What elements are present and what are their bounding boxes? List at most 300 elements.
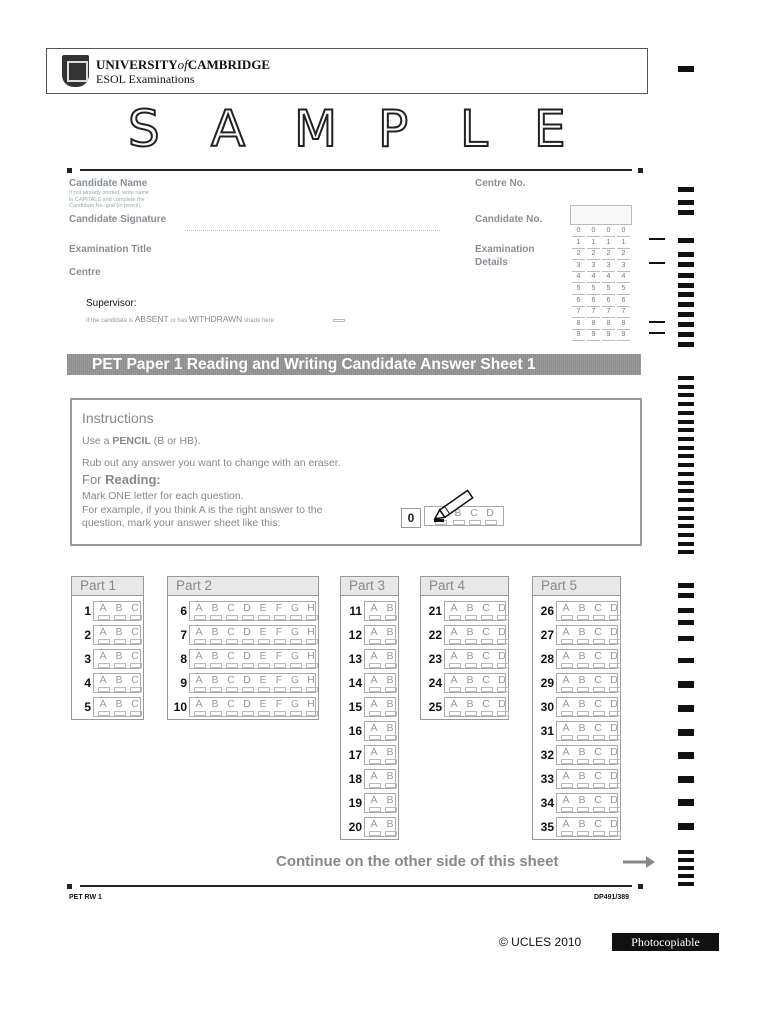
answer-option-lozenge[interactable]: C <box>227 602 235 614</box>
timing-mark <box>678 729 694 736</box>
question-number: 28 <box>540 652 554 666</box>
question-number: 29 <box>540 676 554 690</box>
timing-mark <box>678 463 694 467</box>
answer-option-lozenge[interactable]: H <box>307 602 315 614</box>
answer-option-lozenge[interactable]: C <box>227 674 235 686</box>
timing-mark <box>678 524 694 528</box>
answer-option-lozenge[interactable]: C <box>131 674 139 686</box>
digit-lozenge[interactable]: 1 <box>602 239 615 249</box>
timing-mark <box>678 187 694 192</box>
answer-option-lozenge[interactable]: D <box>498 602 506 614</box>
timing-mark <box>678 550 694 554</box>
examination-details-label: Examination <box>475 244 535 255</box>
question-number: 35 <box>540 820 554 834</box>
answer-row <box>340 815 399 839</box>
answer-option-lozenge[interactable]: F <box>275 698 283 710</box>
part-heading: Part 1 <box>71 576 144 596</box>
answer-option-lozenge[interactable]: B <box>386 674 394 686</box>
answer-option-lozenge[interactable]: B <box>466 626 474 638</box>
part-heading: Part 2 <box>167 576 319 596</box>
digit-lozenge[interactable]: 9 <box>617 331 630 341</box>
answer-option-lozenge[interactable]: C <box>131 650 139 662</box>
timing-mark <box>678 342 694 347</box>
answer-option-lozenge[interactable]: E <box>259 650 267 662</box>
answer-row <box>340 767 399 791</box>
candidate-no-label: Candidate No. <box>475 214 543 225</box>
answer-option-lozenge[interactable]: B <box>115 674 123 686</box>
answer-option-lozenge[interactable]: A <box>195 698 203 710</box>
sample-letter: A <box>211 100 246 158</box>
timing-mark <box>678 332 694 337</box>
answer-row <box>340 599 399 623</box>
timing-mark <box>678 66 694 72</box>
digit-lozenge[interactable]: 5 <box>587 285 600 295</box>
digit-lozenge[interactable]: 0 <box>572 227 585 237</box>
answer-row <box>532 647 621 671</box>
alignment-dash <box>649 332 665 334</box>
answer-row <box>340 695 399 719</box>
answer-option-lozenge[interactable]: F <box>275 674 283 686</box>
answer-option-lozenge[interactable]: E <box>259 626 267 638</box>
answer-option-lozenge[interactable]: D <box>610 818 618 830</box>
question-number: 12 <box>348 628 362 642</box>
timing-mark <box>678 489 694 493</box>
candidate-no-digit-grid[interactable] <box>570 227 632 345</box>
answer-option-lozenge[interactable]: B <box>386 650 394 662</box>
answer-option-lozenge[interactable]: B <box>211 650 219 662</box>
answer-option-lozenge[interactable]: H <box>307 650 315 662</box>
answer-option-lozenge[interactable]: H <box>307 626 315 638</box>
example-instruction-2: question, mark your answer sheet like this: <box>82 517 281 529</box>
answer-option-lozenge[interactable]: C <box>482 626 490 638</box>
answer-option-lozenge[interactable]: C <box>594 674 602 686</box>
digit-lozenge[interactable]: 2 <box>617 250 630 260</box>
answer-options <box>444 649 506 669</box>
answer-option-lozenge[interactable]: C <box>594 794 602 806</box>
answer-option-lozenge[interactable]: B <box>386 770 394 782</box>
copyright: © UCLES 2010 <box>499 935 582 949</box>
sample-letter: S <box>128 100 160 158</box>
mark-one-instruction: Mark ONE letter for each question. <box>82 490 244 502</box>
answer-option-lozenge[interactable]: A <box>450 650 458 662</box>
answer-option-lozenge[interactable]: A <box>99 674 107 686</box>
timing-mark <box>678 705 694 712</box>
answer-options <box>189 649 316 669</box>
supervisor-shade-box[interactable] <box>333 319 345 322</box>
instructions-heading: Instructions <box>82 410 154 426</box>
digit-lozenge[interactable]: 5 <box>617 285 630 295</box>
digit-lozenge[interactable]: 4 <box>617 273 630 283</box>
answer-option-lozenge[interactable]: D <box>243 626 251 638</box>
supervisor-label: Supervisor: <box>86 298 137 309</box>
answer-row <box>71 599 144 623</box>
answer-option-lozenge[interactable]: D <box>610 794 618 806</box>
answer-options <box>93 649 141 669</box>
answer-option-lozenge[interactable]: A <box>370 698 378 710</box>
timing-mark <box>678 200 694 205</box>
timing-mark <box>678 752 694 759</box>
answer-options <box>556 649 618 669</box>
answer-option-lozenge[interactable]: B <box>115 626 123 638</box>
answer-option-lozenge[interactable]: B <box>466 698 474 710</box>
answer-option-lozenge[interactable]: C <box>227 698 235 710</box>
answer-option-lozenge[interactable]: G <box>290 650 300 662</box>
answer-option-lozenge[interactable]: A <box>450 698 458 710</box>
answer-option-lozenge[interactable]: A <box>370 650 378 662</box>
timing-mark <box>678 866 694 870</box>
question-number: 18 <box>348 772 362 786</box>
answer-option-lozenge[interactable]: D <box>610 626 618 638</box>
answer-option-lozenge[interactable]: C <box>131 698 139 710</box>
for-reading-heading: For Reading: <box>82 472 161 487</box>
answer-row <box>340 647 399 671</box>
bottom-rule <box>80 885 632 887</box>
example-option: B <box>454 507 462 519</box>
digit-lozenge[interactable]: 8 <box>617 320 630 330</box>
question-number: 10 <box>173 700 187 714</box>
answer-options <box>93 625 141 645</box>
answer-option-lozenge[interactable]: A <box>370 722 378 734</box>
timing-mark <box>678 593 694 598</box>
answer-option-lozenge[interactable]: D <box>610 746 618 758</box>
example-option: D <box>486 507 494 519</box>
signature-line[interactable] <box>185 230 440 231</box>
digit-lozenge[interactable]: 9 <box>572 331 585 341</box>
timing-mark <box>678 393 694 397</box>
answer-option-lozenge[interactable]: D <box>610 602 618 614</box>
answer-option-lozenge[interactable]: F <box>275 602 283 614</box>
answer-options <box>444 673 506 693</box>
answer-row <box>340 671 399 695</box>
timing-mark <box>678 481 694 485</box>
answer-option-lozenge[interactable]: D <box>243 698 251 710</box>
answer-options <box>93 601 141 621</box>
answer-option-lozenge[interactable]: C <box>594 650 602 662</box>
answer-option-lozenge[interactable]: A <box>370 794 378 806</box>
digit-lozenge[interactable]: 8 <box>602 320 615 330</box>
answer-row <box>167 647 319 671</box>
digit-lozenge[interactable]: 2 <box>587 250 600 260</box>
answer-option-lozenge[interactable]: D <box>243 650 251 662</box>
answer-option-lozenge[interactable]: D <box>610 650 618 662</box>
answer-option-lozenge[interactable]: C <box>594 818 602 830</box>
pencil-instruction: Use a PENCIL (B or HB). <box>82 435 201 447</box>
answer-option-lozenge[interactable]: C <box>594 602 602 614</box>
answer-option-lozenge[interactable]: B <box>115 650 123 662</box>
answer-options <box>556 697 618 717</box>
answer-row <box>420 671 509 695</box>
alignment-dash <box>649 262 665 264</box>
question-number: 20 <box>348 820 362 834</box>
digit-lozenge[interactable]: 9 <box>602 331 615 341</box>
answer-option-lozenge[interactable]: B <box>578 794 586 806</box>
digit-lozenge[interactable]: 7 <box>587 308 600 318</box>
answer-row <box>532 671 621 695</box>
answer-option-lozenge[interactable]: A <box>450 626 458 638</box>
answer-option-lozenge[interactable]: B <box>386 794 394 806</box>
answer-option-lozenge[interactable]: B <box>466 650 474 662</box>
answer-option-lozenge[interactable]: D <box>498 674 506 686</box>
answer-option-lozenge[interactable]: C <box>131 626 139 638</box>
question-number: 7 <box>180 628 187 642</box>
answer-option-lozenge[interactable]: B <box>578 722 586 734</box>
answer-option-lozenge[interactable]: A <box>370 746 378 758</box>
answer-option-lozenge[interactable]: E <box>259 698 267 710</box>
answer-option-lozenge[interactable]: B <box>386 602 394 614</box>
answer-options <box>364 673 396 693</box>
digit-lozenge[interactable]: 1 <box>617 239 630 249</box>
answer-option-lozenge[interactable]: C <box>131 602 139 614</box>
answer-option-lozenge[interactable]: C <box>482 674 490 686</box>
candidate-signature-label: Candidate Signature <box>69 214 167 225</box>
answer-option-lozenge[interactable]: C <box>594 626 602 638</box>
answer-option-lozenge[interactable]: B <box>386 626 394 638</box>
answer-option-lozenge[interactable]: A <box>370 626 378 638</box>
sample-letter: L <box>460 100 488 158</box>
answer-options <box>556 601 618 621</box>
timing-mark <box>678 472 694 476</box>
answer-row <box>167 623 319 647</box>
answer-option-lozenge[interactable]: A <box>195 674 203 686</box>
answer-option-lozenge[interactable]: B <box>578 626 586 638</box>
digit-lozenge[interactable]: 4 <box>602 273 615 283</box>
rule-marker <box>638 168 643 173</box>
digit-lozenge[interactable]: 1 <box>587 239 600 249</box>
answer-row <box>420 695 509 719</box>
answer-option-lozenge[interactable]: D <box>243 674 251 686</box>
answer-options <box>444 697 506 717</box>
question-number: 14 <box>348 676 362 690</box>
digit-lozenge[interactable]: 3 <box>587 262 600 272</box>
answer-row <box>71 623 144 647</box>
alignment-dash <box>649 238 665 240</box>
answer-option-lozenge[interactable]: D <box>610 698 618 710</box>
answer-option-lozenge[interactable]: B <box>115 602 123 614</box>
answer-option-lozenge[interactable]: G <box>290 602 300 614</box>
answer-option-lozenge[interactable]: A <box>370 674 378 686</box>
answer-option-lozenge[interactable]: A <box>562 602 570 614</box>
answer-option-lozenge[interactable]: D <box>243 602 251 614</box>
digit-lozenge[interactable]: 0 <box>602 227 615 237</box>
digit-lozenge[interactable]: 5 <box>572 285 585 295</box>
question-number: 15 <box>348 700 362 714</box>
answer-option-lozenge[interactable]: A <box>562 818 570 830</box>
digit-lozenge[interactable]: 3 <box>617 262 630 272</box>
digit-lozenge[interactable]: 4 <box>572 273 585 283</box>
answer-option-lozenge[interactable]: B <box>211 626 219 638</box>
answer-option-lozenge[interactable]: A <box>562 746 570 758</box>
answer-option-lozenge[interactable]: B <box>578 770 586 782</box>
digit-lozenge[interactable]: 3 <box>572 262 585 272</box>
answer-option-lozenge[interactable]: A <box>450 674 458 686</box>
answer-option-lozenge[interactable]: D <box>610 770 618 782</box>
timing-mark <box>678 850 694 854</box>
answer-option-lozenge[interactable]: A <box>370 602 378 614</box>
continue-text: Continue on the other side of this sheet <box>276 853 559 870</box>
answer-option-lozenge[interactable]: D <box>498 698 506 710</box>
answer-option-lozenge[interactable]: C <box>594 746 602 758</box>
digit-lozenge[interactable]: 8 <box>587 320 600 330</box>
answer-option-lozenge[interactable]: B <box>578 698 586 710</box>
answer-row <box>420 623 509 647</box>
answer-option-lozenge[interactable]: A <box>450 602 458 614</box>
timing-mark <box>678 437 694 441</box>
answer-option-lozenge[interactable]: H <box>307 674 315 686</box>
timing-mark <box>678 420 694 424</box>
timing-mark <box>678 681 694 688</box>
candidate-name-label: Candidate Name <box>69 178 148 189</box>
answer-option-lozenge[interactable]: A <box>562 650 570 662</box>
answer-option-lozenge[interactable]: A <box>195 602 203 614</box>
digit-lozenge[interactable]: 6 <box>617 297 630 307</box>
answer-row <box>532 719 621 743</box>
centre-no-label: Centre No. <box>475 178 526 189</box>
digit-lozenge[interactable]: 0 <box>587 227 600 237</box>
digit-lozenge[interactable]: 0 <box>617 227 630 237</box>
answer-options <box>556 769 618 789</box>
answer-option-lozenge[interactable]: B <box>386 722 394 734</box>
answer-option-lozenge[interactable]: G <box>290 626 300 638</box>
answer-option-lozenge[interactable]: B <box>211 674 219 686</box>
university-name: UNIVERSITYofCAMBRIDGE <box>96 57 271 72</box>
answer-option-lozenge[interactable]: H <box>307 698 315 710</box>
answer-option-lozenge[interactable]: B <box>115 698 123 710</box>
digit-lozenge[interactable]: 1 <box>572 239 585 249</box>
answer-option-lozenge[interactable]: D <box>498 626 506 638</box>
answer-options <box>556 721 618 741</box>
question-number: 3 <box>84 652 91 666</box>
answer-option-lozenge[interactable]: D <box>498 650 506 662</box>
answer-option-lozenge[interactable]: B <box>578 650 586 662</box>
rubout-instruction: Rub out any answer you want to change with an eraser. <box>82 457 341 469</box>
pencil-icon <box>428 489 480 523</box>
answer-option-lozenge[interactable]: A <box>99 698 107 710</box>
answer-option-lozenge[interactable]: A <box>99 626 107 638</box>
answer-option-lozenge[interactable]: B <box>211 602 219 614</box>
timing-mark <box>678 283 694 288</box>
arrow-right-icon <box>622 855 656 869</box>
answer-option-lozenge[interactable]: B <box>386 746 394 758</box>
digit-lozenge[interactable]: 8 <box>572 320 585 330</box>
digit-lozenge[interactable]: 2 <box>602 250 615 260</box>
answer-row <box>420 599 509 623</box>
digit-lozenge[interactable]: 7 <box>572 308 585 318</box>
answer-option-lozenge[interactable]: A <box>195 650 203 662</box>
answer-row <box>167 671 319 695</box>
question-number: 9 <box>180 676 187 690</box>
answer-option-lozenge[interactable]: C <box>594 722 602 734</box>
examination-details-label-2: Details <box>475 257 508 268</box>
question-number: 5 <box>84 700 91 714</box>
digit-lozenge[interactable]: 6 <box>587 297 600 307</box>
timing-mark <box>678 658 694 663</box>
answer-option-lozenge[interactable]: A <box>562 770 570 782</box>
answer-option-lozenge[interactable]: B <box>386 698 394 710</box>
question-number: 21 <box>428 604 442 618</box>
answer-row <box>71 647 144 671</box>
answer-options <box>189 697 316 717</box>
digit-lozenge[interactable]: 6 <box>572 297 585 307</box>
question-number: 8 <box>180 652 187 666</box>
answer-option-lozenge[interactable]: C <box>227 650 235 662</box>
answer-option-lozenge[interactable]: B <box>578 818 586 830</box>
answer-option-lozenge[interactable]: B <box>466 674 474 686</box>
answer-option-lozenge[interactable]: B <box>211 698 219 710</box>
answer-option-lozenge[interactable]: C <box>482 602 490 614</box>
answer-option-lozenge[interactable]: A <box>195 626 203 638</box>
answer-option-lozenge[interactable]: E <box>259 674 267 686</box>
digit-lozenge[interactable]: 7 <box>617 308 630 318</box>
answer-option-lozenge[interactable]: B <box>466 602 474 614</box>
part-heading: Part 5 <box>532 576 621 596</box>
answer-option-lozenge[interactable]: A <box>562 674 570 686</box>
answer-option-lozenge[interactable]: B <box>578 602 586 614</box>
answer-option-lozenge[interactable]: A <box>370 818 378 830</box>
answer-option-lozenge[interactable]: G <box>290 698 300 710</box>
answer-option-lozenge[interactable]: C <box>594 698 602 710</box>
candidate-no-entry-box[interactable] <box>570 205 632 225</box>
answer-option-lozenge[interactable]: A <box>99 650 107 662</box>
answer-row <box>340 719 399 743</box>
answer-option-lozenge[interactable]: E <box>259 602 267 614</box>
candidate-name-hint: If not already printed, write name in CAPITALS and complete the Candidate No. grid (in pencil). <box>69 190 150 209</box>
question-number: 26 <box>540 604 554 618</box>
answer-options <box>93 697 141 717</box>
answer-option-lozenge[interactable]: F <box>275 650 283 662</box>
answer-option-lozenge[interactable]: A <box>562 626 570 638</box>
digit-lozenge[interactable]: 2 <box>572 250 585 260</box>
answer-option-lozenge[interactable]: F <box>275 626 283 638</box>
digit-lozenge[interactable]: 4 <box>587 273 600 283</box>
answer-option-lozenge[interactable]: C <box>482 650 490 662</box>
timing-mark <box>678 411 694 415</box>
answer-option-lozenge[interactable]: B <box>578 674 586 686</box>
digit-lozenge[interactable]: 3 <box>602 262 615 272</box>
answer-options <box>444 601 506 621</box>
digit-lozenge[interactable]: 9 <box>587 331 600 341</box>
answer-option-lozenge[interactable]: C <box>482 698 490 710</box>
answer-options <box>364 721 396 741</box>
answer-option-lozenge[interactable]: G <box>290 674 300 686</box>
answer-options <box>189 673 316 693</box>
answer-row <box>340 743 399 767</box>
answer-option-lozenge[interactable]: A <box>370 770 378 782</box>
answer-option-lozenge[interactable]: A <box>562 722 570 734</box>
answer-option-lozenge[interactable]: B <box>386 818 394 830</box>
digit-lozenge[interactable]: 6 <box>602 297 615 307</box>
answer-option-lozenge[interactable]: A <box>99 602 107 614</box>
examination-title-label: Examination Title <box>69 244 152 255</box>
answer-option-lozenge[interactable]: C <box>227 626 235 638</box>
digit-lozenge[interactable]: 5 <box>602 285 615 295</box>
answer-option-lozenge[interactable]: D <box>610 722 618 734</box>
answer-row <box>167 599 319 623</box>
question-number: 31 <box>540 724 554 738</box>
answer-option-lozenge[interactable]: D <box>610 674 618 686</box>
answer-option-lozenge[interactable]: A <box>562 698 570 710</box>
answer-option-lozenge[interactable]: A <box>562 794 570 806</box>
answer-option-lozenge[interactable]: B <box>578 746 586 758</box>
answer-options <box>556 745 618 765</box>
rule-marker <box>67 168 72 173</box>
example-instruction-1: For example, if you think A is the right answer to the <box>82 504 323 516</box>
answer-sheet-title: PET Paper 1 Reading and Writing Candidate Answer Sheet 1 <box>92 356 536 373</box>
question-number: 23 <box>428 652 442 666</box>
digit-lozenge[interactable]: 7 <box>602 308 615 318</box>
question-number: 34 <box>540 796 554 810</box>
sample-letter: P <box>378 100 409 158</box>
answer-option-lozenge[interactable]: C <box>594 770 602 782</box>
